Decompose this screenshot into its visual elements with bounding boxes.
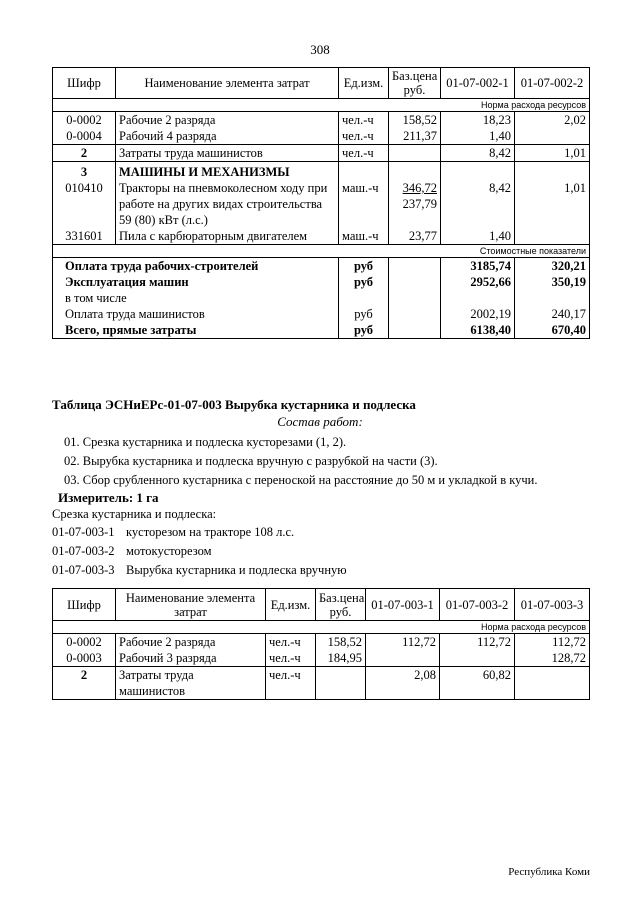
table-row — [53, 112, 590, 129]
cell-value: 18,23 — [441, 112, 515, 129]
footer-region: Республика Коми — [508, 866, 590, 878]
col-header: Шифр — [53, 589, 116, 621]
cell-code: 0-0004 — [53, 128, 116, 145]
cell-value: 2,08 — [366, 667, 440, 700]
cell-price — [389, 145, 441, 162]
cell-price: 158,52 — [316, 634, 366, 651]
cell-unit: чел.-ч — [266, 634, 316, 651]
item-text: Вырубка кустарника и подлеска вручную — [126, 563, 347, 577]
cell-unit: маш.-ч — [339, 228, 389, 245]
cost-row — [53, 258, 590, 275]
cell-empty — [389, 322, 441, 339]
table-header-row — [53, 68, 590, 99]
resource-table-1 — [52, 67, 590, 339]
cell-unit: чел.-ч — [339, 145, 389, 162]
page-number: 308 — [310, 42, 330, 57]
cost-value: 2002,19 — [441, 306, 515, 322]
cell-unit: маш.-ч — [339, 162, 389, 229]
table-row — [53, 667, 590, 700]
cost-value: 670,40 — [515, 322, 590, 339]
machines-title: МАШИНЫ И МЕХАНИЗМЫ — [119, 165, 290, 179]
cell-empty — [389, 258, 441, 275]
section-title: Таблица ЭСНиЕРс-01-07-003 Вырубка кустарника и подлеска — [52, 397, 416, 412]
col-header: 01-07-003-2 — [440, 589, 515, 621]
cell-value — [366, 650, 440, 667]
machine-name-line: Тракторы на пневмоколесном ходу при — [119, 181, 328, 195]
work-item: 02. Вырубка кустарника и подлеска вручную с разрубкой на части (3). — [64, 454, 438, 468]
cost-value: 6138,40 — [441, 322, 515, 339]
cell-unit: чел.-ч — [339, 112, 389, 129]
cost-name: Всего, прямые затраты — [53, 322, 339, 339]
machines-code: 3 — [80, 165, 88, 179]
col-header: Шифр — [53, 68, 116, 99]
cost-value: 240,17 — [515, 306, 590, 322]
cell-code: 0-0003 — [53, 650, 116, 667]
table-row — [53, 228, 590, 245]
table-row — [53, 145, 590, 162]
norm-label: Норма расхода ресурсов — [53, 99, 590, 112]
list-item — [52, 525, 347, 544]
item-code: 01-07-003-2 — [52, 544, 115, 558]
works-list — [64, 433, 537, 490]
machine-code: 010410 — [65, 181, 103, 195]
col-header: 01-07-002-1 — [441, 68, 515, 99]
cell-name — [116, 162, 339, 229]
cell-code: 2 — [53, 667, 116, 700]
norm-label: Норма расхода ресурсов — [53, 621, 590, 634]
cost-unit: руб — [339, 306, 389, 322]
col-header: 01-07-003-1 — [366, 589, 440, 621]
machine-name-line: 59 (80) кВт (л.с.) — [119, 213, 208, 227]
cell-price: 211,37 — [389, 128, 441, 145]
cell-value: 1,01 — [515, 162, 590, 229]
items-intro: Срезка кустарника и подлеска: — [52, 507, 217, 521]
cost-row — [53, 322, 590, 339]
item-text: мотокусторезом — [126, 544, 212, 558]
cell-value: 128,72 — [515, 650, 590, 667]
cost-name: Эксплуатация машин — [53, 274, 339, 290]
cell-value: 1,40 — [441, 128, 515, 145]
cell-code: 0-0002 — [53, 634, 116, 651]
cost-value: 350,19 — [515, 274, 590, 290]
cost-unit: руб — [339, 322, 389, 339]
cell-code: 2 — [53, 145, 116, 162]
cost-name: в том числе — [53, 290, 339, 306]
table-row-machines — [53, 162, 590, 229]
work-item: 01. Срезка кустарника и подлеска кусторезами (1, 2). — [64, 435, 347, 449]
table-header-row — [53, 589, 590, 621]
cost-row — [53, 274, 590, 290]
cell-unit: чел.-ч — [266, 650, 316, 667]
cost-unit: руб — [339, 258, 389, 275]
cell-code: 0-0002 — [53, 112, 116, 129]
cell-name: Затраты труда машинистов — [116, 667, 266, 700]
cell-name: Пила с карбюраторным двигателем — [116, 228, 339, 245]
cost-value: 320,21 — [515, 258, 590, 275]
cell-code — [53, 162, 116, 229]
cell-value: 8,42 — [441, 162, 515, 229]
resource-table-2 — [52, 588, 590, 700]
cost-value: 2952,66 — [441, 274, 515, 290]
col-header: 01-07-002-2 — [515, 68, 590, 99]
cell-price: 158,52 — [389, 112, 441, 129]
cost-row — [53, 306, 590, 322]
cost-value — [441, 290, 515, 306]
cell-value: 60,82 — [440, 667, 515, 700]
cost-value: 3185,74 — [441, 258, 515, 275]
cell-empty — [389, 306, 441, 322]
cost-unit: руб — [339, 274, 389, 290]
cell-empty — [389, 290, 441, 306]
cell-value: 1,01 — [515, 145, 590, 162]
cost-unit — [339, 290, 389, 306]
cell-value — [440, 650, 515, 667]
cell-value: 1,40 — [441, 228, 515, 245]
list-item — [52, 544, 347, 563]
cost-row — [53, 290, 590, 306]
cell-value — [515, 228, 590, 245]
cell-code: 331601 — [53, 228, 116, 245]
work-item: 03. Сбор срубленного кустарника с переноской на расстояние до 50 м и укладкой в кучи. — [64, 473, 538, 487]
cell-name: Рабочие 2 разряда — [116, 634, 266, 651]
cell-name: Рабочие 2 разряда — [116, 112, 339, 129]
list-item — [52, 563, 347, 582]
cell-price: 23,77 — [389, 228, 441, 245]
machine-name-line: работе на других видах строительства — [119, 197, 323, 211]
col-header: Наименование элемента затрат — [116, 68, 339, 99]
cell-name: Затраты труда машинистов — [116, 145, 339, 162]
table-row — [53, 650, 590, 667]
cell-value: 8,42 — [441, 145, 515, 162]
cell-price: 184,95 — [316, 650, 366, 667]
col-header: Баз.цена руб. — [316, 589, 366, 621]
cell-unit: чел.-ч — [266, 667, 316, 700]
col-header: Ед.изм. — [339, 68, 389, 99]
cell-name: Рабочий 4 разряда — [116, 128, 339, 145]
cell-value: 2,02 — [515, 112, 590, 129]
item-text: кусторезом на тракторе 108 л.с. — [126, 525, 295, 539]
col-header: Ед.изм. — [266, 589, 316, 621]
cell-price — [389, 162, 441, 229]
cell-empty — [389, 274, 441, 290]
col-header: Наименование элемента затрат — [116, 589, 266, 621]
cost-name: Оплата труда рабочих-строителей — [53, 258, 339, 275]
cost-name: Оплата труда машинистов — [53, 306, 339, 322]
measure: Измеритель: 1 га — [58, 490, 159, 505]
cell-value — [515, 667, 590, 700]
col-header: 01-07-003-3 — [515, 589, 590, 621]
table-row — [53, 128, 590, 145]
col-header: Баз.цена руб. — [389, 68, 441, 99]
cell-unit: чел.-ч — [339, 128, 389, 145]
items-list — [52, 525, 347, 582]
cell-name: Рабочий 3 разряда — [116, 650, 266, 667]
cell-value: 112,72 — [515, 634, 590, 651]
table-row — [53, 634, 590, 651]
machine-price: 346,72 — [402, 181, 437, 195]
cell-value: 112,72 — [366, 634, 440, 651]
item-code: 01-07-003-3 — [52, 563, 115, 577]
cost-label: Стоимостные показатели — [53, 245, 590, 258]
cell-value — [515, 128, 590, 145]
machine-price-2: 237,79 — [402, 197, 437, 211]
cell-price — [316, 667, 366, 700]
item-code: 01-07-003-1 — [52, 525, 115, 539]
composition-title: Состав работ: — [277, 414, 363, 429]
cell-value: 112,72 — [440, 634, 515, 651]
cost-value — [515, 290, 590, 306]
